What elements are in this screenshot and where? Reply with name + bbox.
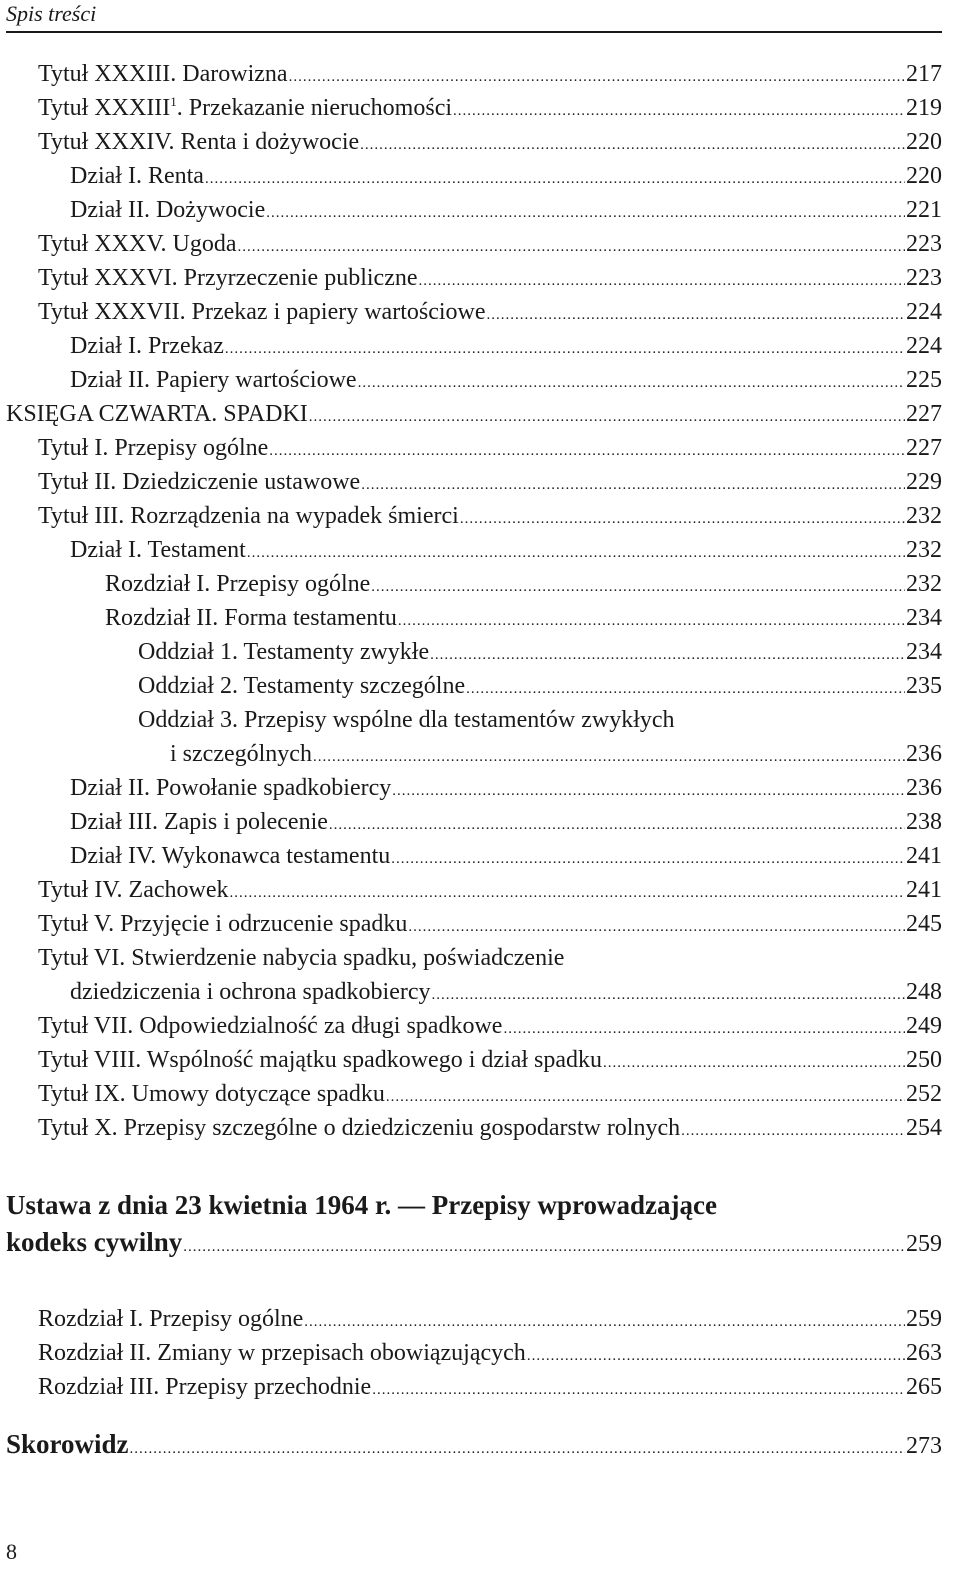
toc-entry-label: Dział II. Papiery wartościowe [70,367,357,393]
toc-entry[interactable] [70,771,942,805]
toc-leader-dots [681,1114,905,1148]
toc-entry-page: 259 [906,1306,942,1332]
toc-entry-label-part: Tytuł XXXIII [38,95,171,121]
toc-entry-first-line: Oddział 3. Przepisy wspólne dla testamentów zwykłych [138,707,675,733]
toc-entry-label: Tytuł XXXIII. Darowizna [38,61,288,87]
toc-entry[interactable] [38,261,942,295]
toc-leader-dots [408,910,905,944]
toc-entry[interactable] [38,125,942,159]
toc-entry-page: 224 [906,333,942,359]
toc-entry-page: 234 [906,639,942,665]
toc-leader-dots [460,502,905,536]
toc-entry-page: 254 [906,1115,942,1141]
toc-entry-page: 227 [906,401,942,427]
toc-entry-page: 273 [906,1433,942,1459]
toc-entry-label: Oddział 1. Testamenty zwykłe [138,639,430,665]
toc-entry-label: Rozdział III. Przepisy przechodnie [38,1374,372,1400]
toc-leader-dots [398,604,905,638]
toc-entry-page: 235 [906,673,942,699]
toc-entry-page: 232 [906,537,942,563]
toc-entry[interactable] [38,873,942,907]
toc-leader-dots [453,94,905,128]
toc-entry-label: Tytuł XXXVI. Przyrzeczenie publiczne [38,265,418,291]
toc-entry[interactable] [38,431,942,465]
toc-entry-page: 252 [906,1081,942,1107]
toc-leader-dots [238,230,905,264]
toc-entry[interactable] [138,669,942,703]
toc-entry[interactable] [38,91,942,125]
toc-leader-dots [225,332,905,366]
toc-entry[interactable] [38,227,942,261]
toc-entry-page: 236 [906,741,942,767]
toc-section-heading-label: Skorowidz [6,1429,129,1459]
toc-leader-dots [205,162,905,196]
toc-entry-label: KSIĘGA CZWARTA. SPADKI [6,401,308,427]
toc-entry-label-part: . Przekazanie nieruchomości [176,95,453,121]
toc-leader-dots [386,1080,905,1114]
toc-leader-dots [309,400,905,434]
toc-entry-page: 250 [906,1047,942,1073]
toc-entry[interactable] [138,635,942,669]
toc-leader-dots [419,264,906,298]
header-divider [6,31,942,33]
toc-entry-label: Tytuł X. Przepisy szczególne o dziedziczeniu gospodarstw rolnych [38,1115,681,1141]
toc-entry[interactable] [70,533,942,567]
toc-leader-dots [130,1432,905,1466]
toc-entry[interactable] [38,465,942,499]
toc-entry[interactable] [70,805,942,839]
toc-leader-dots [430,638,905,672]
toc-entry[interactable] [170,737,942,771]
toc-leader-dots [289,60,905,94]
toc-entry[interactable] [70,839,942,873]
toc-leader-dots [371,570,905,604]
toc-entry-label: Tytuł II. Dziedziczenie ustawowe [38,469,361,495]
toc-entry-page: 232 [906,503,942,529]
toc-entry-label: Tytuł VIII. Wspólność majątku spadkowego i dział spadku [38,1047,602,1073]
toc-entry-page: 217 [906,61,942,87]
toc-entry-label: Dział II. Powołanie spadkobiercy [70,775,392,801]
toc-entry[interactable] [70,159,942,193]
toc-entry[interactable] [70,975,942,1009]
toc-entry-superscript: 1 [170,94,177,109]
toc-section-heading-label: kodeks cywilny [6,1227,183,1257]
toc-entry-page: 249 [906,1013,942,1039]
toc-entry-label: Tytuł XXXIV. Renta i dożywocie [38,129,360,155]
toc-entry[interactable] [6,1225,942,1259]
toc-entry-page: 232 [906,571,942,597]
toc-entry-label: Dział I. Renta [70,163,204,189]
toc-entry-page: 236 [906,775,942,801]
toc-entry[interactable] [38,499,942,533]
toc-entry-label: Tytuł IV. Zachowek [38,877,229,903]
toc-entry-page: 241 [906,843,942,869]
toc-entry-page: 263 [906,1340,942,1366]
toc-entry-label: Tytuł VII. Odpowiedzialność za długi spadkowe [38,1013,503,1039]
toc-entry-page: 241 [906,877,942,903]
toc-entry-label: Rozdział II. Forma testamentu [105,605,397,631]
toc-leader-dots [304,1305,905,1339]
toc-section-heading-first-line: Ustawa z dnia 23 kwietnia 1964 r. — Przepisy wprowadzające [6,1190,717,1220]
toc-entry-label: dziedziczenia i ochrona spadkobiercy [70,979,431,1005]
toc-entry[interactable] [6,1427,942,1461]
toc-entry-page: 234 [906,605,942,631]
toc-entry-label: Tytuł XXXV. Ugoda [38,231,237,257]
toc-leader-dots [360,128,905,162]
toc-entry-page: 220 [906,163,942,189]
toc-entry[interactable] [105,601,942,635]
toc-entry-page: 248 [906,979,942,1005]
toc-entry[interactable] [70,193,942,227]
toc-leader-dots [329,808,905,842]
toc-entry-label: Tytuł IX. Umowy dotyczące spadku [38,1081,385,1107]
toc-entry[interactable] [38,1111,942,1145]
toc-entry[interactable] [38,57,942,91]
toc-leader-dots [487,298,905,332]
toc-entry-label: Dział II. Dożywocie [70,197,266,223]
toc-entry-page: 223 [906,265,942,291]
toc-entry-page: 245 [906,911,942,937]
toc-entry-page: 259 [906,1231,942,1257]
toc-entry[interactable] [38,1009,942,1043]
toc-entry[interactable] [38,1370,942,1404]
toc-entry-label: Rozdział I. Przepisy ogólne [38,1306,304,1332]
toc-entry[interactable] [38,1336,942,1370]
toc-entry[interactable] [105,567,942,601]
toc-entry-page: 225 [906,367,942,393]
toc-leader-dots [392,774,905,808]
toc-leader-dots [503,1012,905,1046]
page-number: 8 [6,1539,17,1564]
toc-entry[interactable] [38,907,942,941]
toc-entry[interactable] [38,295,942,329]
toc-entry-label: Tytuł I. Przepisy ogólne [38,435,269,461]
toc-entry-label: Tytuł XXXVII. Przekaz i papiery wartościowe [38,299,486,325]
toc-entry[interactable] [38,1077,942,1111]
toc-entry-label: Tytuł V. Przyjęcie i odrzucenie spadku [38,911,408,937]
toc-entry[interactable] [6,397,942,431]
toc-entry[interactable] [70,329,942,363]
running-header: Spis treści [6,1,97,26]
toc-entry-page: 265 [906,1374,942,1400]
toc-entry[interactable] [38,1043,942,1077]
toc-entry-page: 224 [906,299,942,325]
toc-entry-page: 238 [906,809,942,835]
toc-leader-dots [313,740,905,774]
toc-entry-first-line: Tytuł VI. Stwierdzenie nabycia spadku, poświadczenie [38,945,565,971]
toc-leader-dots [361,468,905,502]
toc-leader-dots [230,876,906,910]
toc-entry-label: Dział III. Zapis i polecenie [70,809,328,835]
toc-entry-label: i szczególnych [170,741,312,767]
toc-entry-page: 227 [906,435,942,461]
toc-leader-dots [372,1373,905,1407]
toc-entry-label: Dział I. Przekaz [70,333,224,359]
toc-leader-dots [527,1339,905,1373]
toc-entry[interactable] [70,363,942,397]
toc-entry-page: 219 [906,95,942,121]
toc-leader-dots [466,672,905,706]
toc-entry-label: Dział I. Testament [70,537,246,563]
toc-leader-dots [391,842,905,876]
toc-entry-label: Rozdział I. Przepisy ogólne [105,571,371,597]
toc-entry-page: 220 [906,129,942,155]
toc-leader-dots [247,536,905,570]
toc-leader-dots [603,1046,905,1080]
toc-entry-label: Dział IV. Wykonawca testamentu [70,843,391,869]
toc-leader-dots [269,434,905,468]
toc-leader-dots [183,1230,905,1264]
toc-leader-dots [432,978,906,1012]
toc-entry-label: Oddział 2. Testamenty szczególne [138,673,466,699]
toc-entry-label [38,91,452,125]
toc-entry-page: 229 [906,469,942,495]
toc-leader-dots [358,366,905,400]
toc-entry-page: 221 [906,197,942,223]
toc-entry-label: Tytuł III. Rozrządzenia na wypadek śmierci [38,503,459,529]
toc-entry-page: 223 [906,231,942,257]
toc-leader-dots [266,196,905,230]
toc-entry-label: Rozdział II. Zmiany w przepisach obowiązujących [38,1340,526,1366]
toc-entry[interactable] [38,1302,942,1336]
